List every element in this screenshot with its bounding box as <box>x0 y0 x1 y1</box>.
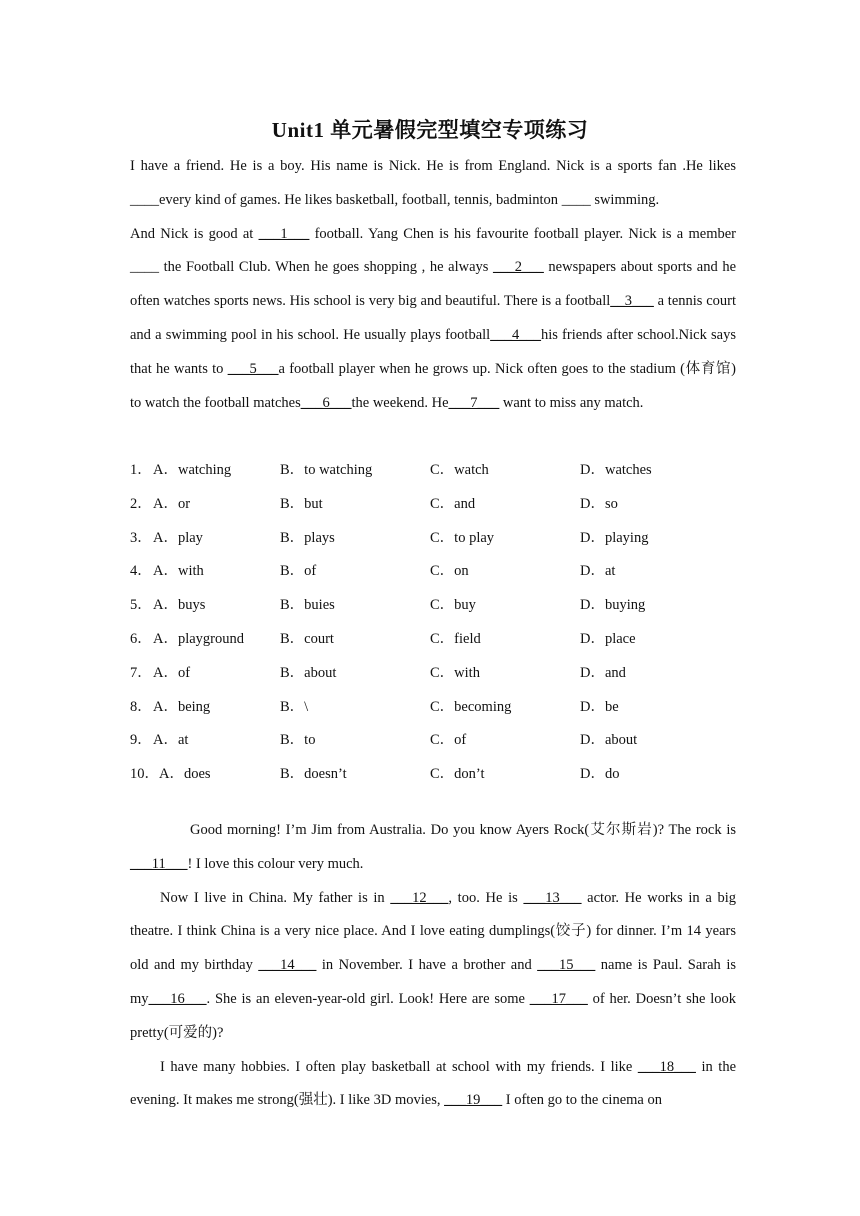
option-d: D．at <box>580 563 616 580</box>
blank: ____ <box>130 259 159 276</box>
blank-13: ___13___ <box>523 889 582 906</box>
text-run: a tennis court and a swimming pool in his school. He usually plays football <box>130 293 736 343</box>
blank-17: ___17___ <box>529 990 588 1007</box>
blank: ____ <box>561 191 591 208</box>
option-b: B．court <box>280 630 334 647</box>
text-run: name is Paul. Sarah is my <box>130 957 736 1007</box>
option-a: A．watching <box>153 462 232 478</box>
text-run: in November. I have a brother and <box>316 957 538 974</box>
text-run: football. Yang Chen is his favourite football player. Nick is a member <box>309 225 736 242</box>
blank: ____ <box>130 191 159 208</box>
question-number: 10． <box>130 766 159 783</box>
question-options <box>130 454 736 792</box>
question-number: 3． <box>130 529 152 546</box>
text-run: ! I love this colour very much. <box>187 855 364 872</box>
blank-11: ___11___ <box>130 855 188 872</box>
question-row <box>130 724 736 758</box>
option-b: B．plays <box>280 529 335 546</box>
passage-2-paragraph-2 <box>130 882 736 1051</box>
option-c: C．to play <box>430 529 495 546</box>
question-row <box>130 623 736 657</box>
text-run: And Nick is good at <box>130 225 259 242</box>
option-a: A．buys <box>153 597 206 614</box>
text-run: the weekend. He <box>351 394 449 411</box>
question-number: 6． <box>130 630 152 647</box>
option-d: D．watches <box>580 462 652 478</box>
blank-19: ___19___ <box>444 1092 503 1109</box>
option-a: A．being <box>153 698 211 715</box>
blank-4: ___4___ <box>490 326 541 343</box>
blank-6: ___6___ <box>300 394 352 411</box>
option-d: D．be <box>580 698 619 715</box>
option-a: A．play <box>153 529 203 546</box>
question-number: 2． <box>130 495 152 512</box>
passage-2 <box>130 814 736 1118</box>
blank-12: ___12___ <box>390 889 449 906</box>
option-a: A．at <box>153 732 189 749</box>
option-b: B．to watching <box>280 462 373 478</box>
text-run: I have a friend. He is a boy. His name is Nick. He is from England. Nick is a sports fan .He likes <box>130 158 736 174</box>
blank-1: ___1___ <box>258 225 310 242</box>
question-row <box>130 522 736 556</box>
question-number: 8． <box>130 698 152 715</box>
question-number: 4． <box>130 563 152 580</box>
text-run: in the evening. It makes me strong(强壮). I like 3D movies, <box>130 1058 737 1109</box>
option-d: D．playing <box>580 529 649 546</box>
text-run: swimming. <box>590 191 660 208</box>
option-b: B．to <box>280 732 316 749</box>
option-d: D．buying <box>580 597 646 614</box>
option-a: A．or <box>153 495 191 512</box>
option-b: B．buies <box>280 597 335 614</box>
option-c: C．don’t <box>430 766 485 783</box>
option-a: A．with <box>153 563 204 580</box>
question-row <box>130 555 736 589</box>
page-title: Unit1 单元暑假完型填空专项练习 <box>271 118 589 142</box>
question-row <box>130 454 736 488</box>
text-run: every kind of games. He likes basketball, football, tennis, badminton <box>159 191 562 208</box>
option-a: A．of <box>153 664 191 681</box>
option-d: D．do <box>580 766 620 783</box>
option-d: D．place <box>580 630 636 647</box>
option-d: D．about <box>580 732 638 749</box>
question-number: 1． <box>130 462 152 478</box>
text-run: Good morning! I’m Jim from Australia. Do you know Ayers Rock(艾尔斯岩)? The rock is <box>190 822 736 838</box>
passage-1-text <box>130 150 736 420</box>
option-a: A．playground <box>153 630 245 647</box>
passage-2-paragraph-1 <box>130 814 736 882</box>
passage-2-paragraph-3 <box>130 1051 736 1119</box>
option-d: D．so <box>580 495 618 512</box>
text-run: of her. Doesn’t she look pretty(可爱的)? <box>130 990 737 1041</box>
text-run: , too. He is <box>448 889 524 906</box>
question-row <box>130 657 736 691</box>
text-run: his friends after school.Nick says that he wants to <box>130 326 736 377</box>
blank-14: ___14___ <box>258 957 317 974</box>
option-b: B．but <box>280 495 323 512</box>
blank-16: ___16___ <box>148 990 207 1007</box>
text-run: want to miss any match. <box>499 394 644 411</box>
option-b: B．doesn’t <box>280 766 347 783</box>
question-row <box>130 691 736 725</box>
blank-5: ___5___ <box>227 360 279 377</box>
text-run: a football player when he grows up. Nick often goes to the stadium (体育馆) to watch the football matches <box>130 360 736 411</box>
blank-2: ___2___ <box>493 259 544 276</box>
question-row <box>130 488 736 522</box>
option-c: C．and <box>430 495 476 512</box>
option-c: C．with <box>430 664 480 681</box>
text-run: Now I live in China. My father is in <box>160 889 391 906</box>
question-number: 7． <box>130 664 152 681</box>
text-run: the Football Club. When he goes shopping , he always <box>159 259 494 276</box>
question-row <box>130 589 736 623</box>
option-c: C．on <box>430 563 469 580</box>
option-c: C．buy <box>430 597 476 614</box>
text-run: . She is an eleven-year-old girl. Look! Here are some <box>206 990 530 1007</box>
option-d: D．and <box>580 664 626 681</box>
option-a: A．does <box>159 766 211 783</box>
question-row <box>130 758 736 792</box>
option-b: B．of <box>280 563 317 580</box>
blank-3: __3___ <box>610 293 654 310</box>
option-b: B．\ <box>280 698 309 715</box>
option-b: B．about <box>280 664 337 681</box>
passage-1 <box>130 150 736 420</box>
blank-18: ___18___ <box>637 1058 696 1075</box>
option-c: C．watch <box>430 462 489 478</box>
blank-7: ___7___ <box>448 394 500 411</box>
option-c: C．becoming <box>430 698 512 715</box>
question-number: 5． <box>130 597 152 614</box>
text-run: I often go to the cinema on <box>502 1092 662 1109</box>
option-c: C．field <box>430 630 481 647</box>
option-c: C．of <box>430 732 467 749</box>
question-number: 9． <box>130 732 152 749</box>
blank-15: ___15___ <box>537 957 596 974</box>
text-run: I have many hobbies. I often play basketball at school with my friends. I like <box>160 1058 638 1075</box>
text-run: newspapers about sports and he often watches sports news. His school is very big and beautiful. There is a football <box>130 259 737 310</box>
text-run: actor. He works in a big theatre. I think China is a very nice place. And I love eating dumplings(饺子) for dinner. I’m 14 years old and my birthday <box>130 889 736 974</box>
